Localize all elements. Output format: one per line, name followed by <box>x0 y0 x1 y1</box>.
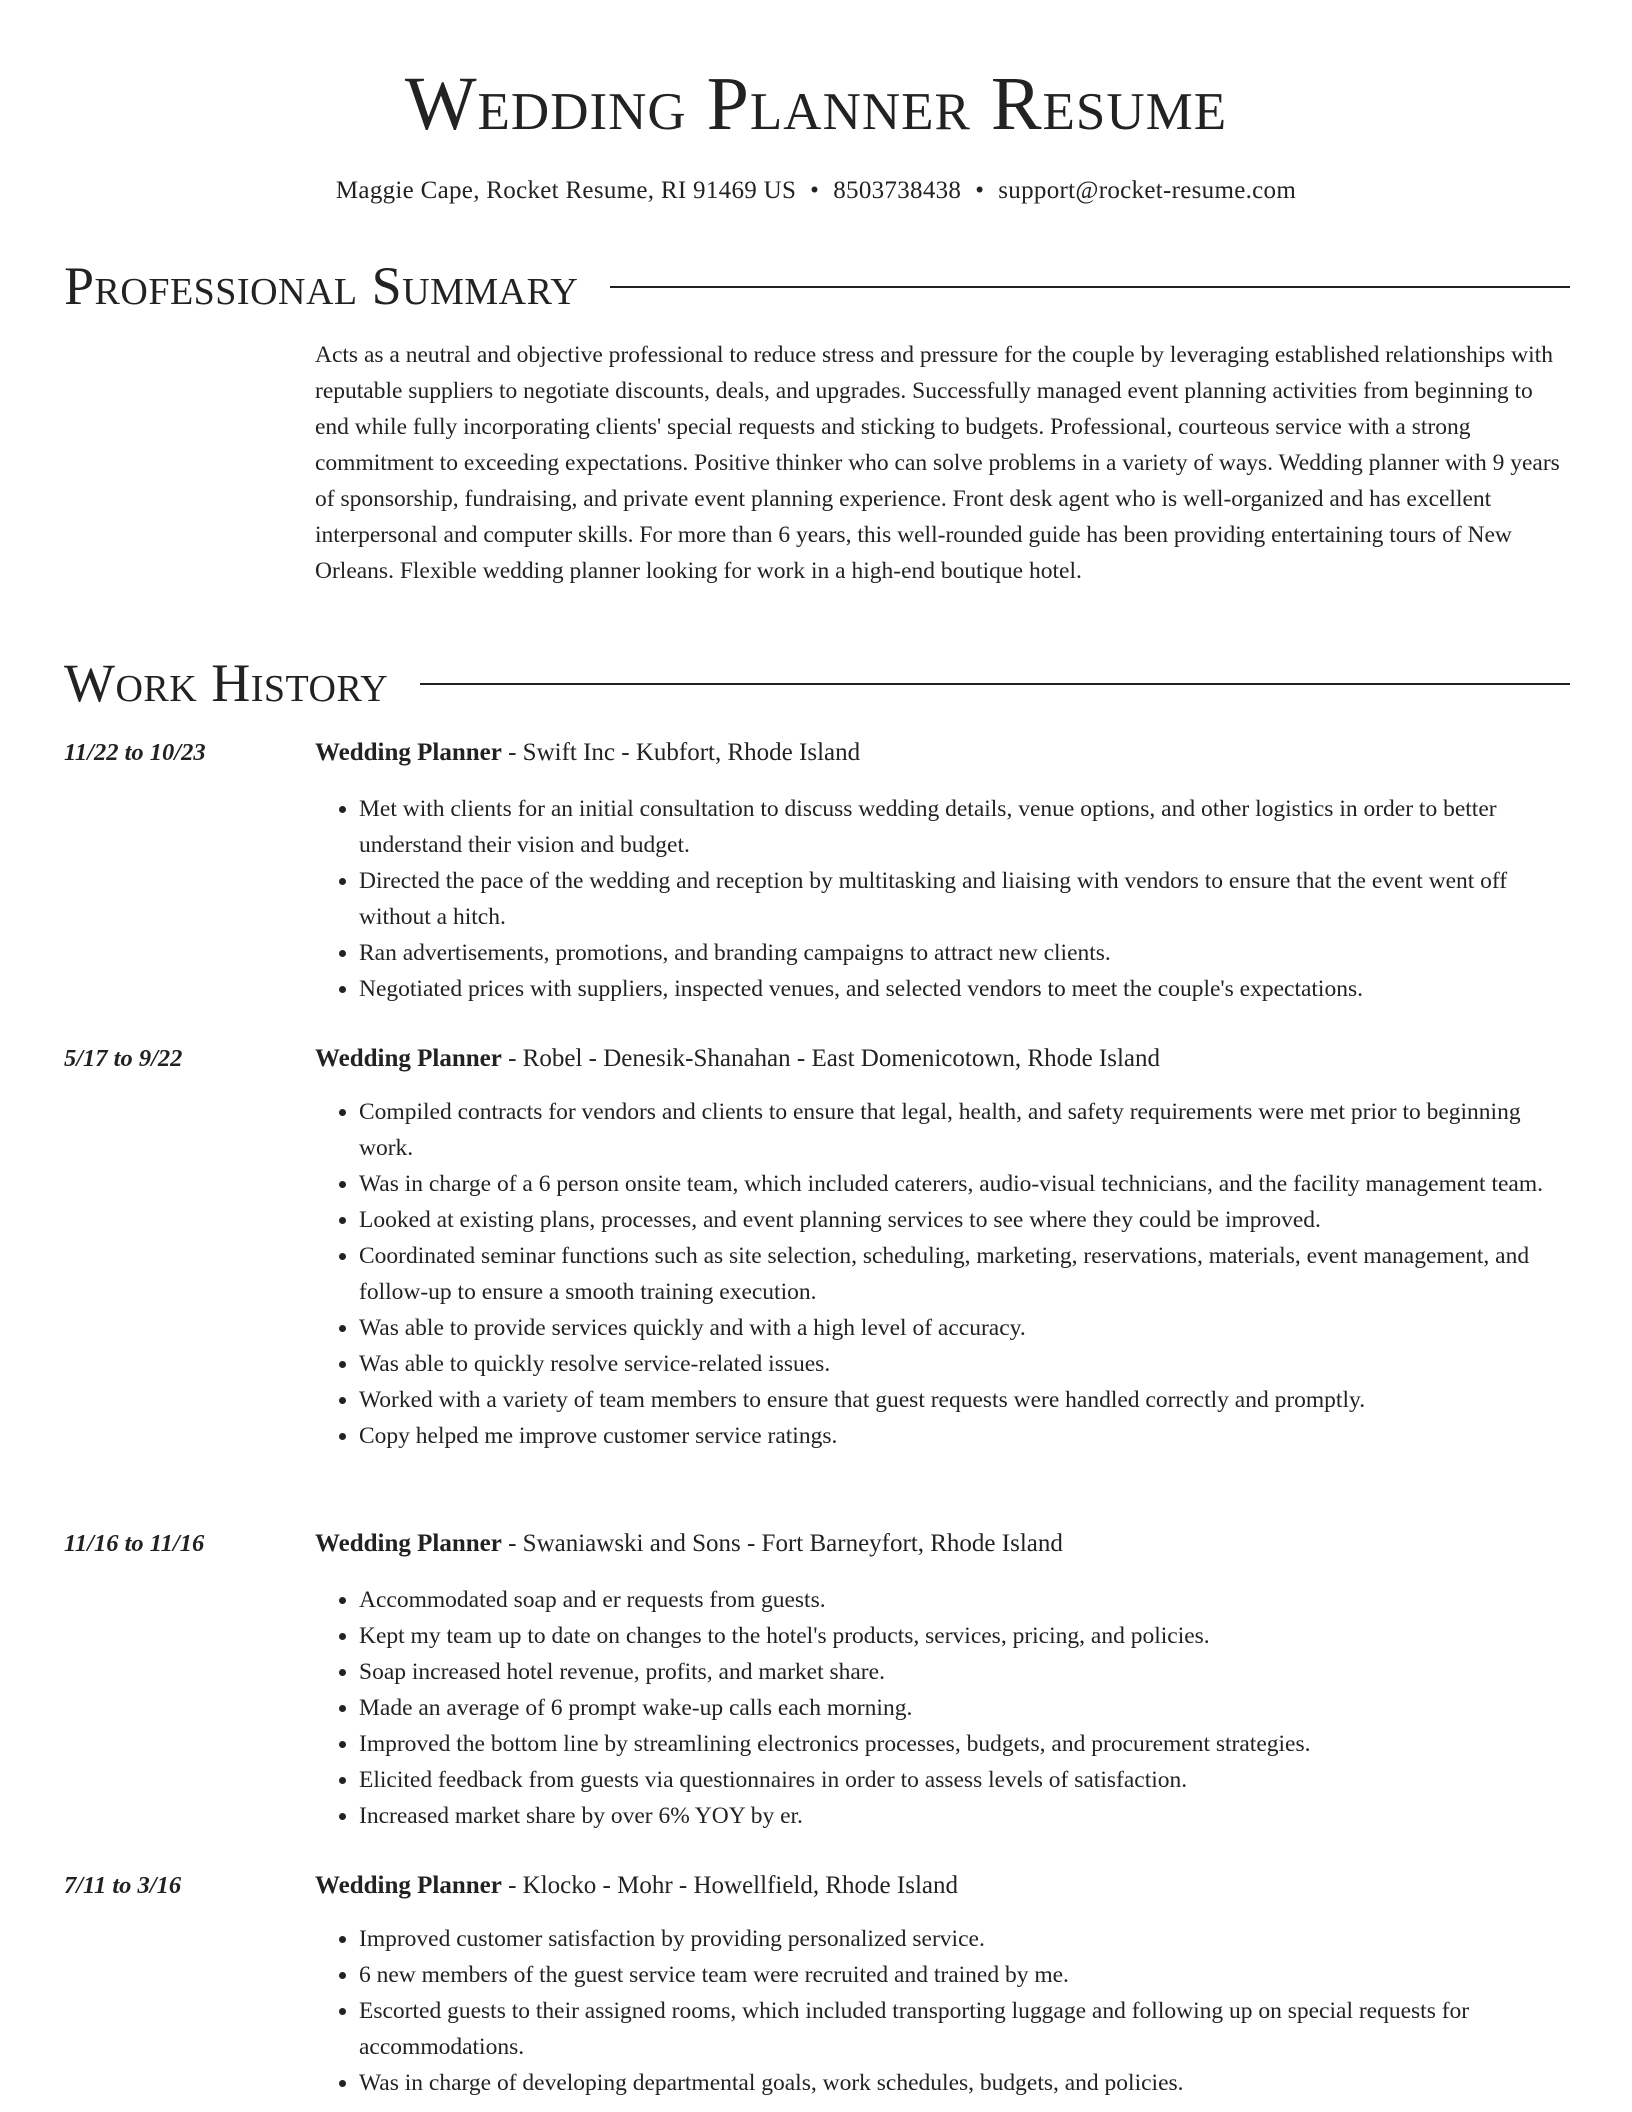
job-dates: 11/22 to 10/23 <box>64 739 206 766</box>
job-role: Wedding Planner <box>315 1045 502 1072</box>
contact-line <box>0 174 1632 208</box>
job-dates: 5/17 to 9/22 <box>64 1045 183 1072</box>
job-title <box>315 1042 1570 1076</box>
list-item: • Was in charge of a 6 person onsite team, which included caterers, audio-visual technicians, and the facility management team. <box>359 1166 1570 1202</box>
job-details: - Klocko - Mohr - Howellfield, Rhode Island <box>501 1872 958 1899</box>
list-item: • Coordinated seminar functions such as site selection, scheduling, marketing, reservations, materials, event management, and follow-up to ensure a smooth training execution. <box>359 1238 1570 1310</box>
list-item: • Accommodated soap and er requests from guests. <box>359 1582 1570 1618</box>
contact-separator: • <box>810 177 820 204</box>
contact-phone: 8503738438 <box>833 177 962 204</box>
list-item: • Copy helped me improve customer service ratings. <box>359 1418 1570 1454</box>
list-item: • Improved customer satisfaction by providing personalized service. <box>359 1921 1570 1957</box>
work-section-header <box>64 653 1570 713</box>
list-item: • Was able to quickly resolve service-related issues. <box>359 1346 1570 1382</box>
list-item: • Increased market share by over 6% YOY by er. <box>359 1798 1570 1834</box>
list-item: • 6 new members of the guest service team were recruited and trained by me. <box>359 1957 1570 1993</box>
job-role: Wedding Planner <box>315 1530 502 1557</box>
list-item: • Escorted guests to their assigned rooms, which included transporting luggage and following up on special requests for accommodations. <box>359 1993 1570 2065</box>
job-role: Wedding Planner <box>315 739 502 766</box>
list-item: • Ran advertisements, promotions, and branding campaigns to attract new clients. <box>359 935 1570 971</box>
list-item: • Directed the pace of the wedding and reception by multitasking and liaising with vendors to ensure that the event went off without a hitch. <box>359 863 1570 935</box>
contact-email: support@rocket-resume.com <box>998 177 1297 204</box>
job-bullets <box>315 791 1570 1007</box>
list-item: • Was able to provide services quickly and with a high level of accuracy. <box>359 1310 1570 1346</box>
job-bullets <box>315 1094 1570 1454</box>
list-item: • Improved the bottom line by streamlining electronics processes, budgets, and procurement strategies. <box>359 1726 1570 1762</box>
list-item: • Was in charge of developing departmental goals, work schedules, budgets, and policies. <box>359 2065 1570 2101</box>
section-divider <box>420 683 1570 685</box>
resume-title: Wedding Planner Resume <box>404 62 1228 146</box>
section-divider <box>610 286 1570 288</box>
list-item: • Kept my team up to date on changes to the hotel's products, services, pricing, and policies. <box>359 1618 1570 1654</box>
job-title <box>315 1869 1570 1903</box>
contact-separator: • <box>975 177 985 204</box>
work-heading: Work History <box>64 653 389 713</box>
job-role: Wedding Planner <box>315 1872 502 1899</box>
summary-section-header <box>64 256 1570 316</box>
list-item: • Worked with a variety of team members to ensure that guest requests were handled correctly and promptly. <box>359 1382 1570 1418</box>
summary-heading: Professional Summary <box>64 256 579 316</box>
job-dates: 7/11 to 3/16 <box>64 1872 182 1899</box>
job-details: - Swift Inc - Kubfort, Rhode Island <box>501 739 861 766</box>
list-item: • Compiled contracts for vendors and clients to ensure that legal, health, and safety requirements were met prior to beginning work. <box>359 1094 1570 1166</box>
list-item: • Elicited feedback from guests via questionnaires in order to assess levels of satisfaction. <box>359 1762 1570 1798</box>
job-dates: 11/16 to 11/16 <box>64 1530 205 1557</box>
summary-text: Acts as a neutral and objective professional to reduce stress and pressure for the couple by leveraging established relationships with reputable suppliers to negotiate discounts, deals, and upgrades. Successfully managed event planning activities from beginning to end while fully incorporating clients' special requests and sticking to budgets. Professional, courteous service with a strong commitment to exceeding expectations. Positive thinker who can solve problems in a variety of ways. Wedding planner with 9 years of sponsorship, fundraising, and private event planning experience. Front desk agent who is well-organized and has excellent interpersonal and computer skills. For more than 6 years, this well-rounded guide has been providing entertaining tours of New Orleans. Flexible wedding planner looking for work in a high-end boutique hotel. <box>315 342 1560 584</box>
job-title <box>315 1527 1570 1561</box>
job-bullets <box>315 1921 1570 2101</box>
contact-address: Maggie Cape, Rocket Resume, RI 91469 US <box>335 177 797 204</box>
job-details: - Swaniawski and Sons - Fort Barneyfort, Rhode Island <box>501 1530 1063 1557</box>
list-item: • Negotiated prices with suppliers, inspected venues, and selected vendors to meet the couple's expectations. <box>359 971 1570 1007</box>
list-item: • Met with clients for an initial consultation to discuss wedding details, venue options, and other logistics in order to better understand their vision and budget. <box>359 791 1570 863</box>
list-item: • Soap increased hotel revenue, profits, and market share. <box>359 1654 1570 1690</box>
list-item: • Made an average of 6 prompt wake-up calls each morning. <box>359 1690 1570 1726</box>
list-item: • Looked at existing plans, processes, and event planning services to see where they could be improved. <box>359 1202 1570 1238</box>
job-bullets <box>315 1582 1570 1834</box>
job-title <box>315 736 1570 770</box>
job-details: - Robel - Denesik-Shanahan - East Domenicotown, Rhode Island <box>501 1045 1161 1072</box>
